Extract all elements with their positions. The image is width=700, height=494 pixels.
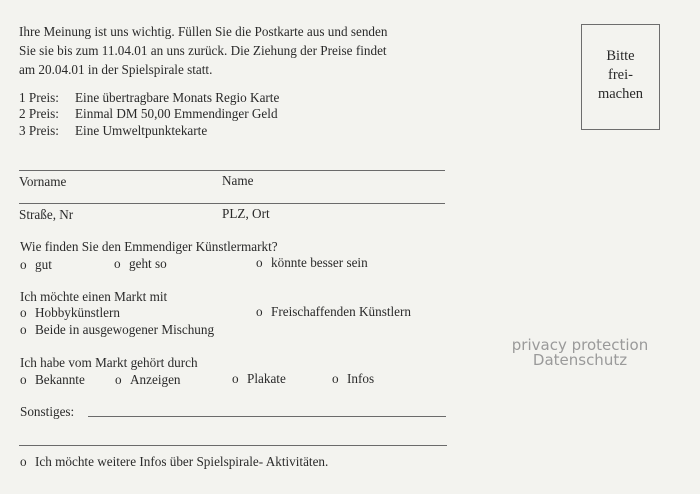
intro-text xyxy=(19,22,449,79)
prize-2-text: Einmal DM 50,00 Emmendinger Geld xyxy=(75,106,278,121)
q3-option-plakate[interactable]: o Plakate xyxy=(232,370,286,387)
sonstiges-line-1[interactable] xyxy=(88,416,446,417)
q2-question: Ich möchte einen Markt mit xyxy=(20,289,168,304)
prize-2-label: 2 Preis: xyxy=(19,106,59,121)
q3-option-bekannte[interactable]: o Bekannte xyxy=(20,371,85,388)
stamp-line-1: Bitte xyxy=(606,48,635,64)
watermark-line-1: privacy protection xyxy=(511,336,649,354)
q1-option-gut[interactable]: o gut xyxy=(20,256,52,273)
intro-line-2: Sie sie bis zum 11.04.01 an uns zurück. Die Ziehung der Preise findet xyxy=(19,43,387,58)
stamp-line-2: frei- xyxy=(608,67,633,83)
prize-1-text: Eine übertragbare Monats Regio Karte xyxy=(75,90,280,105)
stamp-line-3: machen xyxy=(597,86,644,102)
stamp-box xyxy=(581,24,660,130)
plz-ort-label: PLZ, Ort xyxy=(222,206,270,221)
name-line[interactable] xyxy=(19,170,445,171)
sonstiges-line-2[interactable] xyxy=(19,445,447,446)
q2-option-hobby[interactable]: o Hobbykünstlern xyxy=(20,304,120,321)
q1-option-geht-so[interactable]: o geht so xyxy=(114,255,167,272)
vorname-label: Vorname xyxy=(19,174,67,189)
watermark xyxy=(500,338,660,368)
q3-option-anzeigen[interactable]: o Anzeigen xyxy=(115,371,181,388)
q2-option-freischaffend[interactable]: o Freischaffenden Künstlern xyxy=(256,303,411,320)
prize-1 xyxy=(19,90,279,106)
strasse-label: Straße, Nr xyxy=(19,207,74,222)
address-line[interactable] xyxy=(19,203,445,204)
prize-1-label: 1 Preis: xyxy=(19,90,59,105)
prize-3 xyxy=(19,123,207,139)
q1-option-besser[interactable]: o könnte besser sein xyxy=(256,254,368,271)
prize-3-label: 3 Preis: xyxy=(19,123,59,138)
intro-line-1: Ihre Meinung ist uns wichtig. Füllen Sie die Postkarte aus und senden xyxy=(19,24,388,39)
q1-question: Wie finden Sie den Emmendiger Künstlermarkt? xyxy=(20,239,278,254)
name-label: Name xyxy=(222,173,254,188)
prize-2 xyxy=(19,106,278,122)
prize-3-text: Eine Umweltpunktekarte xyxy=(75,123,208,138)
watermark-line-2: Datenschutz xyxy=(532,351,628,369)
sonstiges-label: Sonstiges: xyxy=(20,404,75,419)
intro-line-3: am 20.04.01 in der Spielspirale statt. xyxy=(19,62,213,77)
q3-question: Ich habe vom Markt gehört durch xyxy=(20,355,198,370)
q3-option-infos[interactable]: o Infos xyxy=(332,370,374,387)
final-option-infos[interactable]: o Ich möchte weitere Infos über Spielspirale- Aktivitäten. xyxy=(20,453,328,470)
q2-option-beide[interactable]: o Beide in ausgewogener Mischung xyxy=(20,321,214,338)
